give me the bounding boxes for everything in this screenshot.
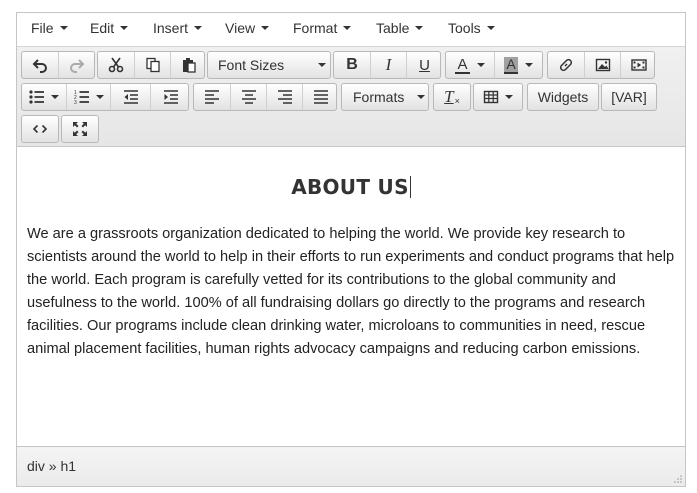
- content-paragraph[interactable]: We are a grassroots organization dedicated to helping the world. We provide key research to scientists around the world to help in their efforts to run experiments and conduct programs that help the world. Each program is carefully vetted for its contributions to the global community and usefulness to the world. 100% of all fundraising dollars go directly to the programs and research facilities. Our programs include clean drinking water, microloans to communities in need, rescue animal placement facilities, human rights advocacy campaigns and reducing carbon emissions.: [27, 226, 675, 357]
- source-code-button[interactable]: [21, 115, 59, 143]
- chevron-down-icon: [51, 95, 59, 99]
- chevron-down-icon: [60, 26, 68, 30]
- underline-icon: U: [419, 56, 430, 74]
- text-style-group: [333, 51, 441, 79]
- element-path[interactable]: div » h1: [27, 458, 77, 474]
- font-sizes-dropdown[interactable]: [207, 51, 331, 79]
- align-center-button[interactable]: [230, 84, 266, 110]
- undo-icon: [32, 57, 48, 73]
- var-label: [VAR]: [611, 89, 647, 105]
- clear-formatting-icon: T: [444, 87, 454, 106]
- outdent-button[interactable]: [110, 84, 150, 110]
- menubar: [17, 13, 685, 47]
- italic-button[interactable]: [370, 52, 406, 78]
- text-cursor: [410, 176, 411, 198]
- chevron-down-icon: [525, 63, 533, 67]
- text-color-button[interactable]: [446, 52, 494, 78]
- fullscreen-icon: [72, 121, 88, 137]
- outdent-icon: [123, 89, 139, 105]
- clipboard-group: [97, 51, 205, 79]
- table-button-inner: [474, 84, 522, 110]
- rich-text-editor: [16, 12, 686, 487]
- widgets-label: Widgets: [537, 89, 589, 105]
- menu-edit[interactable]: [90, 20, 128, 36]
- clear-formatting-button[interactable]: [433, 83, 471, 111]
- link-icon: [558, 57, 574, 73]
- redo-icon: [69, 57, 85, 73]
- alignment-group: [193, 83, 337, 111]
- paste-button[interactable]: [170, 52, 206, 78]
- bullet-list-icon: [29, 89, 45, 105]
- menu-table[interactable]: [376, 20, 423, 36]
- copy-icon: [145, 57, 161, 73]
- insert-group: [547, 51, 655, 79]
- undo-button[interactable]: [22, 52, 58, 78]
- font-sizes-select: [218, 52, 326, 78]
- toolbar: [17, 47, 685, 147]
- indent-icon: [163, 89, 179, 105]
- fullscreen-button[interactable]: [61, 115, 99, 143]
- italic-icon: I: [385, 55, 392, 74]
- svg-text:3: 3: [73, 100, 77, 105]
- align-left-button[interactable]: [194, 84, 230, 110]
- resize-handle-icon[interactable]: [674, 475, 682, 483]
- chevron-down-icon: [417, 95, 425, 99]
- table-icon: [483, 89, 499, 105]
- table-button[interactable]: [473, 83, 523, 111]
- background-color-button[interactable]: [494, 52, 542, 78]
- scissors-icon: [108, 57, 124, 73]
- formats-dropdown[interactable]: [341, 83, 429, 111]
- underline-button[interactable]: [406, 52, 442, 78]
- chevron-down-icon: [505, 95, 513, 99]
- bullet-list-button[interactable]: [22, 84, 66, 110]
- bold-icon: B: [346, 56, 358, 73]
- editor-content[interactable]: [17, 147, 685, 446]
- menu-tools[interactable]: [448, 20, 495, 36]
- bold-button[interactable]: [334, 52, 370, 78]
- cut-button[interactable]: [98, 52, 134, 78]
- background-color-icon: A: [506, 55, 516, 72]
- list-indent-group: [21, 83, 189, 111]
- text-color-icon: A: [457, 55, 468, 73]
- link-button[interactable]: [548, 52, 584, 78]
- menu-file[interactable]: [31, 20, 68, 36]
- code-icon: [32, 121, 48, 137]
- color-group: [445, 51, 543, 79]
- widgets-button-inner: [528, 84, 598, 110]
- chevron-down-icon: [194, 26, 202, 30]
- heading-text: ABOUT US: [291, 175, 409, 199]
- statusbar: [17, 446, 685, 486]
- chevron-down-icon: [318, 63, 326, 67]
- menu-file-label: File: [31, 20, 54, 36]
- numbered-list-icon: [74, 89, 90, 105]
- var-button-inner: [602, 84, 656, 110]
- font-sizes-label: Font Sizes: [218, 57, 285, 73]
- align-right-button[interactable]: [266, 84, 302, 110]
- numbered-list-button[interactable]: [66, 84, 110, 110]
- formats-label: Formats: [353, 89, 405, 105]
- image-button[interactable]: [584, 52, 620, 78]
- widgets-button[interactable]: [527, 83, 599, 111]
- chevron-down-icon: [343, 26, 351, 30]
- indent-button[interactable]: [150, 84, 190, 110]
- chevron-down-icon: [120, 26, 128, 30]
- menu-format[interactable]: [293, 20, 351, 36]
- menu-insert-label: Insert: [153, 20, 189, 36]
- chevron-down-icon: [477, 63, 485, 67]
- formats-select: [353, 84, 425, 110]
- svg-text:2: 2: [73, 95, 77, 101]
- source-code-inner: [22, 116, 58, 142]
- menu-edit-label: Edit: [90, 20, 115, 36]
- var-button[interactable]: [601, 83, 657, 111]
- content-heading[interactable]: [17, 175, 685, 199]
- menu-format-label: Format: [293, 20, 338, 36]
- chevron-down-icon: [415, 26, 423, 30]
- film-icon: [631, 57, 647, 73]
- copy-button[interactable]: [134, 52, 170, 78]
- svg-text:1: 1: [73, 90, 77, 96]
- chevron-down-icon: [261, 26, 269, 30]
- paste-icon: [181, 57, 197, 73]
- menu-tools-label: Tools: [448, 20, 481, 36]
- clear-formatting-inner: [434, 84, 470, 110]
- redo-button[interactable]: [58, 52, 94, 78]
- chevron-down-icon: [96, 95, 104, 99]
- menu-view-label: View: [225, 20, 256, 36]
- fullscreen-inner: [62, 116, 98, 142]
- image-icon: [595, 57, 611, 73]
- align-center-icon: [241, 89, 257, 105]
- align-right-icon: [277, 89, 293, 105]
- menu-insert[interactable]: [153, 20, 202, 36]
- clear-x-icon: ×: [454, 96, 460, 106]
- align-justify-icon: [313, 89, 329, 105]
- chevron-down-icon: [487, 26, 495, 30]
- align-left-icon: [204, 89, 220, 105]
- history-group: [21, 51, 95, 79]
- media-button[interactable]: [620, 52, 656, 78]
- align-justify-button[interactable]: [302, 84, 338, 110]
- menu-view[interactable]: [225, 20, 269, 36]
- menu-table-label: Table: [376, 20, 410, 36]
